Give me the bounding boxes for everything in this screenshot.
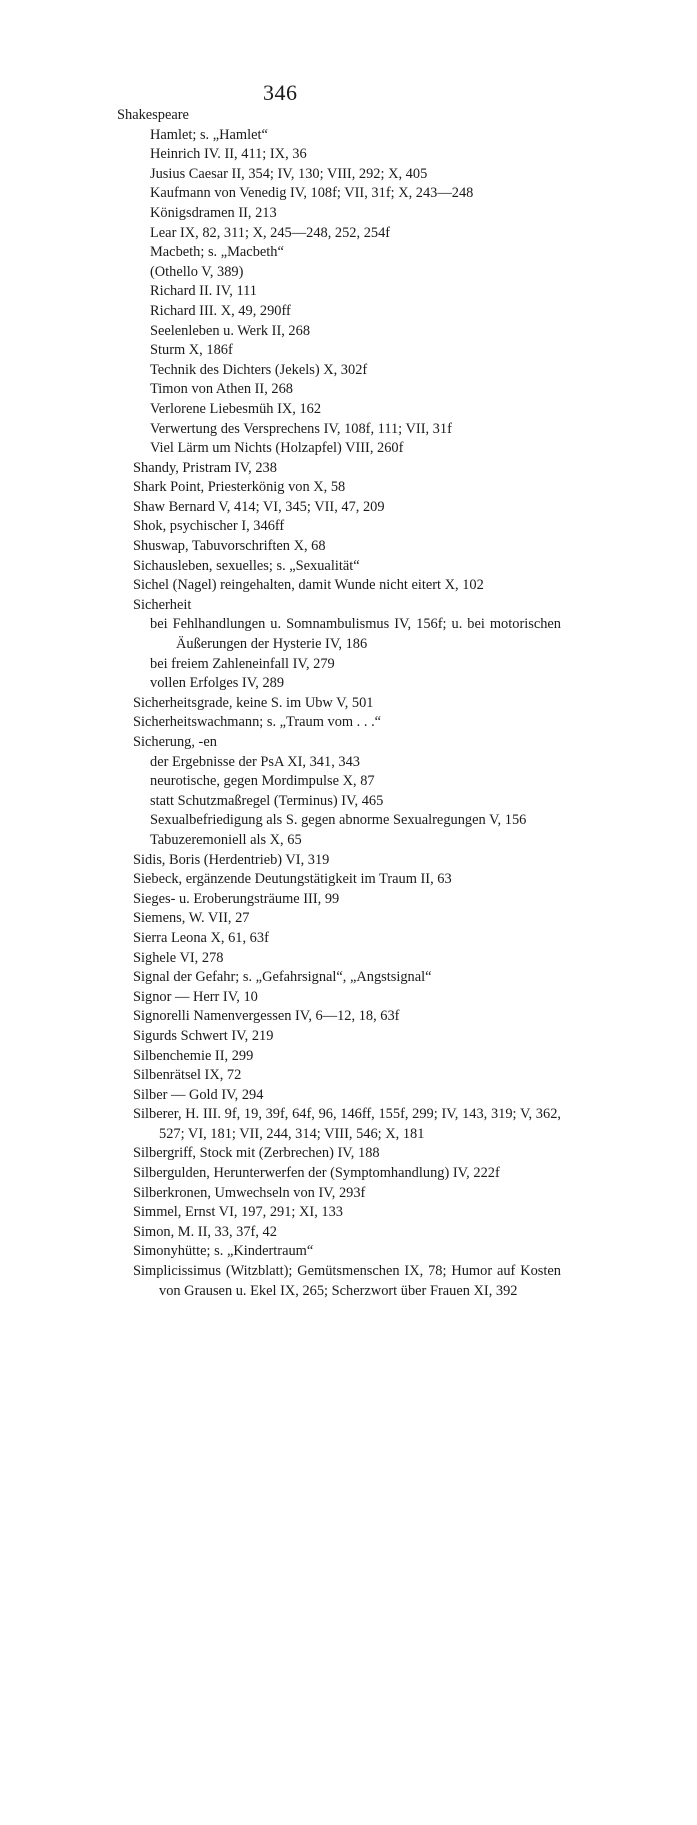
index-entry: Sigurds Schwert IV, 219 — [133, 1027, 274, 1044]
index-entry: Shark Point, Priesterkönig von X, 58 — [133, 479, 346, 496]
index-subentry: vollen Erfolges IV, 289 — [150, 675, 285, 692]
index-subentry: Macbeth; s. „Macbeth“ — [150, 244, 284, 261]
index-entry: Silbenrätsel IX, 72 — [133, 1067, 242, 1084]
index-subentry: Richard II. IV, 111 — [150, 283, 257, 300]
index-entry: Silber — Gold IV, 294 — [133, 1086, 264, 1103]
index-entry: Signor — Herr IV, 10 — [133, 988, 258, 1005]
index-entry: Simmel, Ernst VI, 197, 291; XI, 133 — [133, 1204, 343, 1221]
index-entry: Silbergriff, Stock mit (Zerbrechen) IV, 188 — [133, 1145, 380, 1162]
index-entry: Shok, psychischer I, 346ff — [133, 518, 285, 535]
index-entry: Sicherheit — [133, 596, 192, 613]
index-subentry: Kaufmann von Venedig IV, 108f; VII, 31f; X, 243—248 — [150, 185, 474, 202]
index-entry: Silbenchemie II, 299 — [133, 1047, 254, 1064]
index-entry-shakespeare: Shakespeare — [117, 107, 189, 123]
index-entry: Sicherheitswachmann; s. „Traum vom . . .“ — [133, 714, 382, 731]
index-entry: Silberkronen, Umwechseln von IV, 293f — [133, 1184, 366, 1201]
index-subentry: Technik des Dichters (Jekels) X, 302f — [150, 361, 368, 378]
index-entry: Sicherheitsgrade, keine S. im Ubw V, 501 — [133, 694, 374, 711]
index-entry: Signorelli Namenvergessen IV, 6—12, 18, 63f — [133, 1008, 400, 1025]
index-entry: Sierra Leona X, 61, 63f — [133, 929, 269, 946]
index-subentry: neurotische, gegen Mordimpulse X, 87 — [150, 773, 375, 790]
index-entry: Silbergulden, Herunterwerfen der (Symptomhandlung) IV, 222f — [133, 1165, 500, 1182]
index-entry: Sichausleben, sexuelles; s. „Sexualität“ — [133, 557, 360, 574]
index-subentry: statt Schutzmaßregel (Terminus) IV, 465 — [150, 792, 384, 809]
index-entry: Shandy, Pristram IV, 238 — [133, 459, 277, 476]
index-subentry: Viel Lärm um Nichts (Holzapfel) VIII, 260f — [150, 440, 404, 457]
page-number: 346 — [263, 80, 298, 105]
index-entry: Sidis, Boris (Herdentrieb) VI, 319 — [133, 851, 330, 868]
index-subentry: der Ergebnisse der PsA XI, 341, 343 — [150, 753, 360, 770]
index-subentry: Lear IX, 82, 311; X, 245—248, 252, 254f — [150, 224, 391, 241]
index-subentry: Timon von Athen II, 268 — [150, 381, 293, 398]
index-entry: Silberer, H. III. 9f, 19, 39f, 64f, 96, 146ff, 155f, 299; IV, 143, 319; V, 362, 527; VI, 181; VII, 244, 314; VIII, 546; X, 181 — [133, 1106, 561, 1142]
index-entry: Shaw Bernard V, 414; VI, 345; VII, 47, 209 — [133, 498, 385, 515]
index-entry: Simonyhütte; s. „Kindertraum“ — [133, 1243, 314, 1260]
index-entry: Sighele VI, 278 — [133, 949, 224, 966]
index-subentry: Heinrich IV. II, 411; IX, 36 — [150, 146, 307, 163]
index-subentry: Verlorene Liebesmüh IX, 162 — [150, 400, 322, 417]
index-subentry: bei freiem Zahleneinfall IV, 279 — [150, 655, 335, 672]
index-entry: Sichel (Nagel) reingehalten, damit Wunde nicht eitert X, 102 — [133, 577, 484, 594]
index-entry: Signal der Gefahr; s. „Gefahrsignal“, „Angstsignal“ — [133, 969, 432, 986]
index-subentry: Sturm X, 186f — [150, 342, 233, 359]
index-subentry: Sexualbefriedigung als S. gegen abnorme Sexualregungen V, 156 — [150, 812, 527, 829]
index-entry: Simon, M. II, 33, 37f, 42 — [133, 1223, 277, 1240]
index-entry: Shuswap, Tabuvorschriften X, 68 — [133, 538, 326, 555]
index-subentry: Seelenleben u. Werk II, 268 — [150, 322, 311, 339]
index-column — [117, 106, 561, 1301]
index-entry: Siemens, W. VII, 27 — [133, 910, 250, 927]
index-entry: Sieges- u. Eroberungsträume III, 99 — [133, 890, 340, 907]
index-subentry: bei Fehlhandlungen u. Somnambulismus IV, 156f; u. bei motorischen Äußerungen der Hysterie IV, 186 — [150, 616, 561, 653]
index-entry: Siebeck, ergänzende Deutungstätigkeit im Traum II, 63 — [133, 871, 452, 888]
index-subentry: Verwertung des Versprechens IV, 108f, 111; VII, 31f — [150, 420, 452, 437]
index-subentry: Königsdramen II, 213 — [150, 204, 277, 221]
index-subentry: Jusius Caesar II, 354; IV, 130; VIII, 292; X, 405 — [150, 165, 428, 182]
index-subentry: Richard III. X, 49, 290ff — [150, 302, 291, 319]
index-entry: Sicherung, -en — [133, 734, 217, 750]
index-subentry: Hamlet; s. „Hamlet“ — [150, 126, 268, 143]
index-entry: Simplicissimus (Witzblatt); Gemütsmenschen IX, 78; Humor auf Kosten von Grausen u. Ekel IX, 265; Scherzwort über Frauen XI, 392 — [133, 1263, 561, 1299]
index-subentry: (Othello V, 389) — [150, 263, 244, 280]
index-subentry: Tabuzeremoniell als X, 65 — [150, 831, 302, 848]
